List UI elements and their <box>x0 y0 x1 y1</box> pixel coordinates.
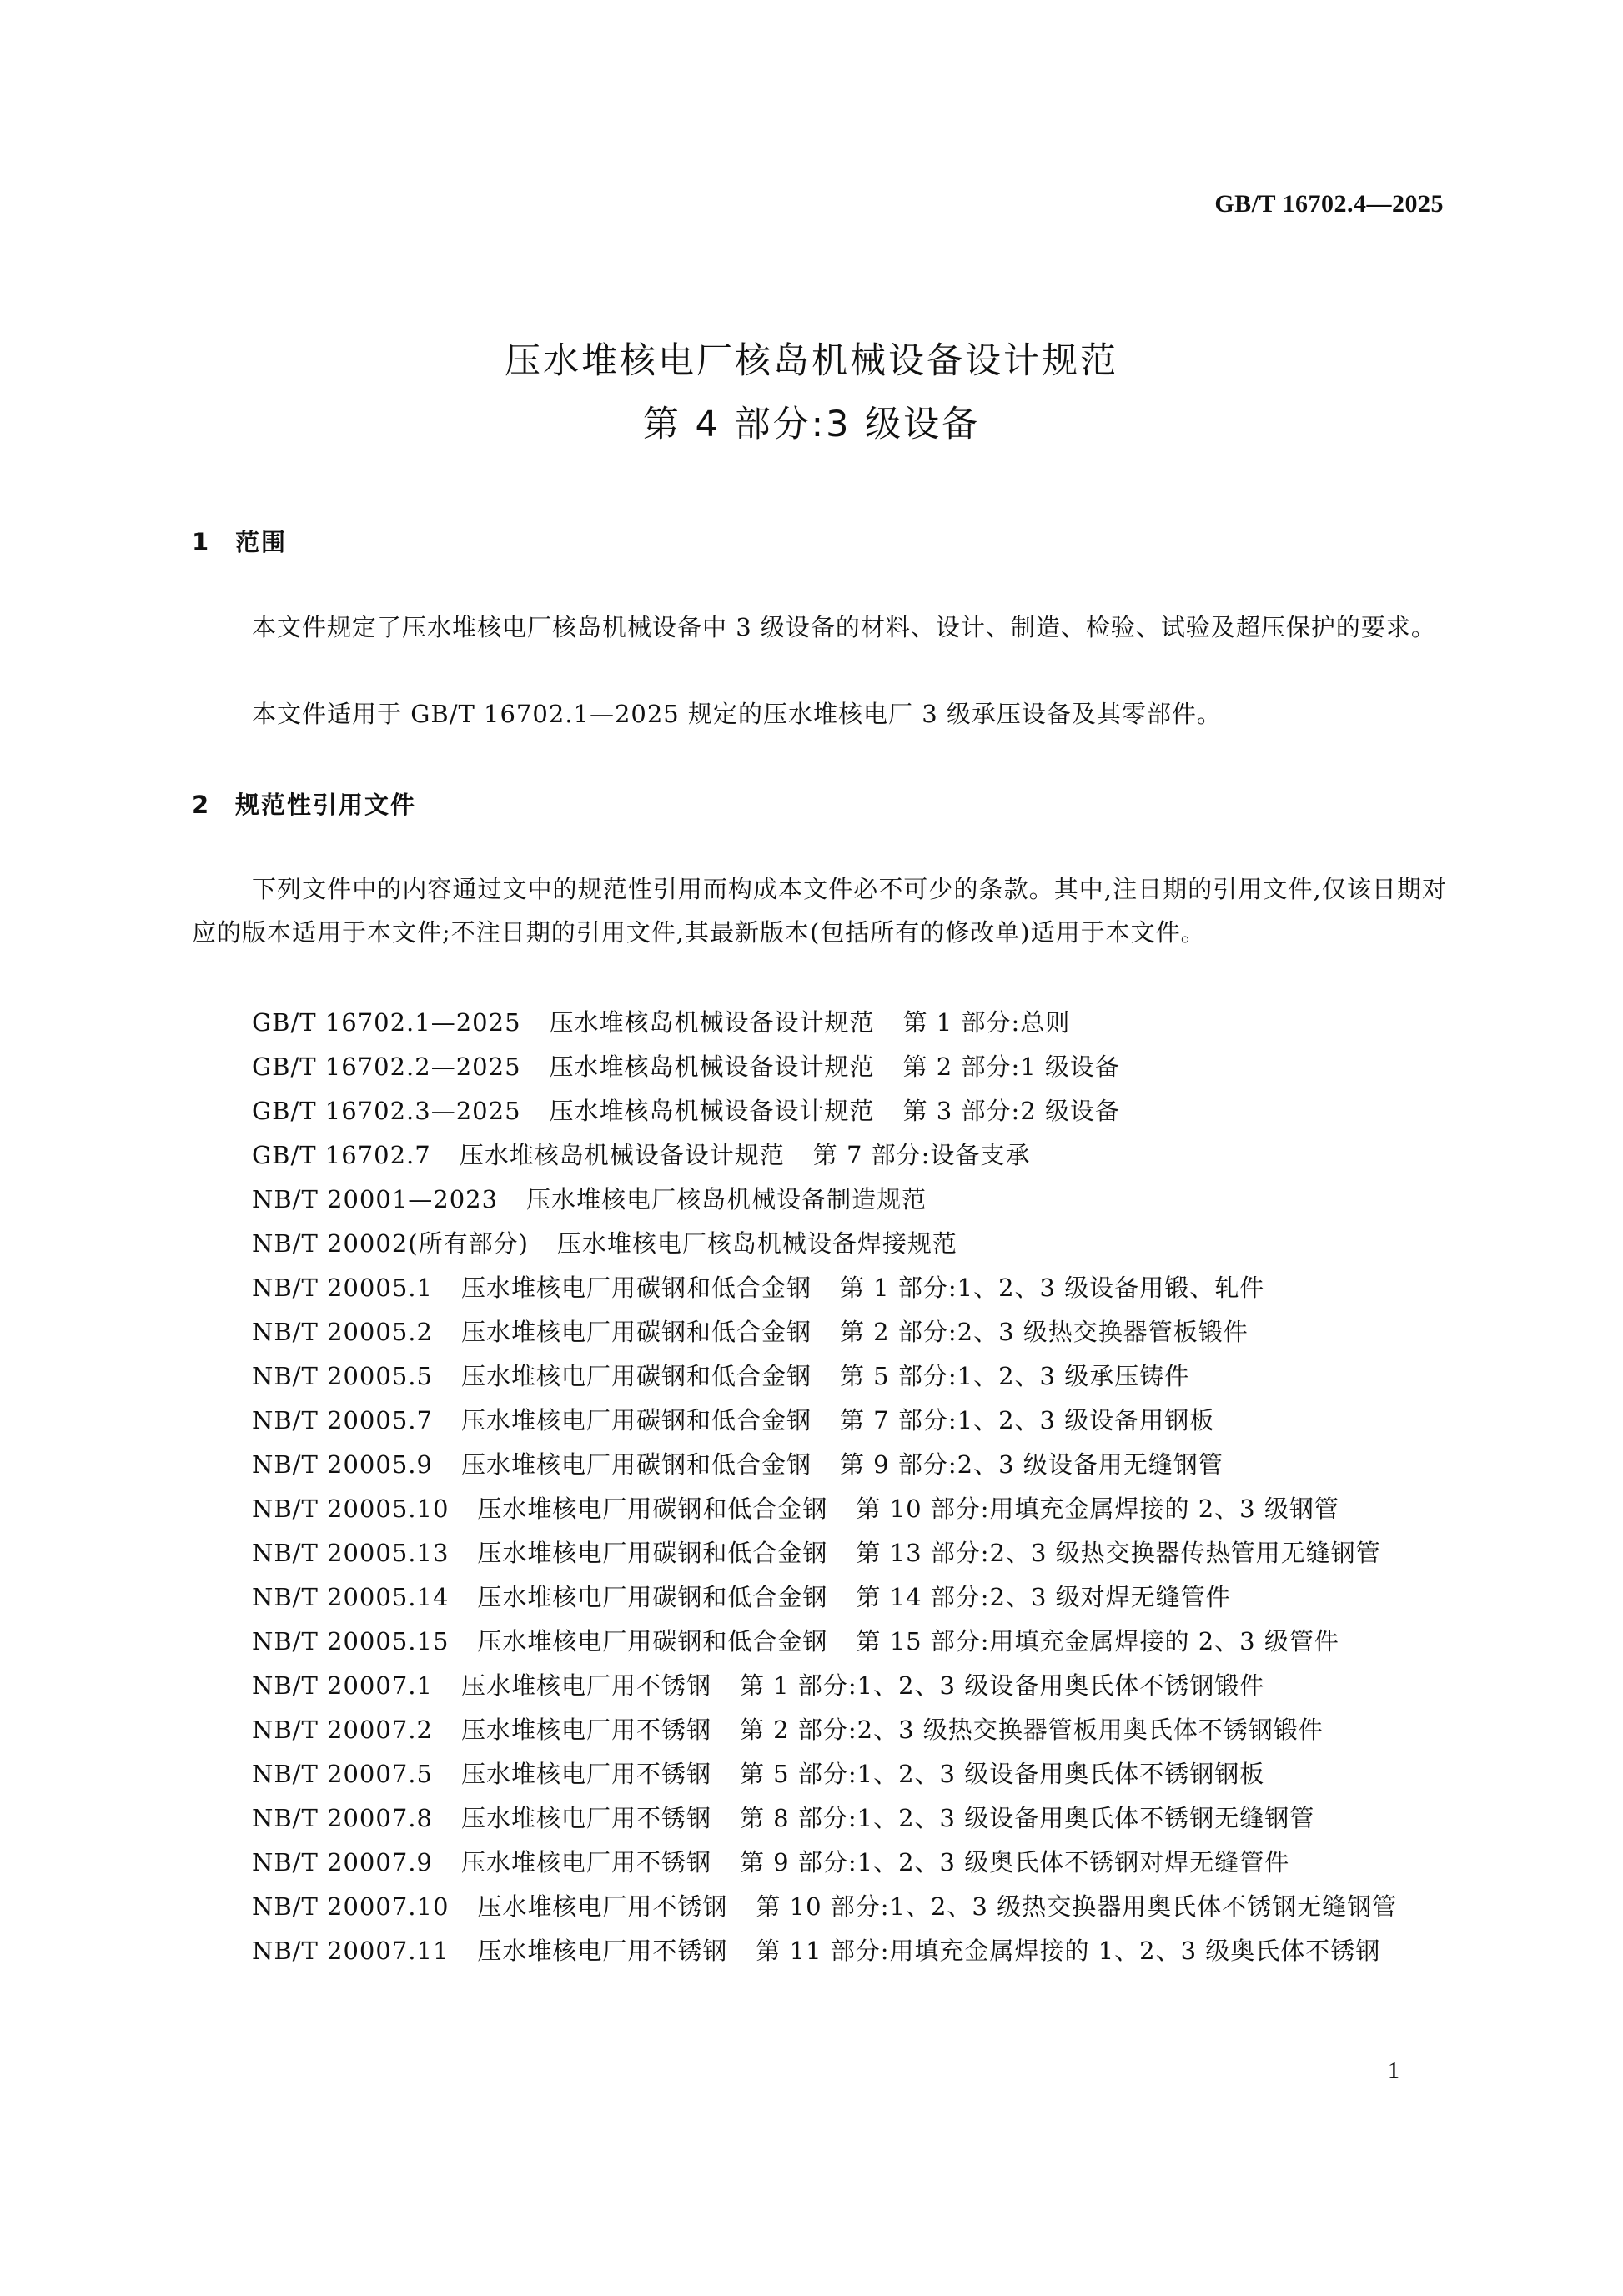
reference-item <box>192 1841 1447 1885</box>
reference-item <box>192 1796 1447 1841</box>
reference-part: 第 7 部分:1、2、3 级设备用钢板 <box>839 1406 1215 1434</box>
title-line-2: 第 4 部分:3 级设备 <box>642 404 981 445</box>
reference-item <box>192 1885 1447 1929</box>
reference-item <box>192 1620 1447 1664</box>
reference-code: NB/T 20007.5 <box>252 1760 433 1788</box>
reference-item <box>192 1354 1447 1399</box>
reference-code: NB/T 20007.9 <box>252 1848 433 1876</box>
reference-code: NB/T 20007.11 <box>252 1937 450 1965</box>
reference-title: 压水堆核电厂用碳钢和低合金钢 <box>477 1495 828 1523</box>
reference-part: 第 2 部分:2、3 级热交换器管板用奥氏体不锈钢锻件 <box>739 1716 1324 1744</box>
reference-part: 第 5 部分:1、2、3 级设备用奥氏体不锈钢钢板 <box>739 1760 1265 1788</box>
section-title: 范围 <box>235 528 288 556</box>
reference-title: 压水堆核电厂用不锈钢 <box>477 1892 728 1921</box>
reference-part: 第 9 部分:1、2、3 级奥氏体不锈钢对焊无缝管件 <box>739 1848 1290 1876</box>
reference-code: NB/T 20005.1 <box>252 1274 433 1302</box>
reference-part: 第 9 部分:2、3 级设备用无缝钢管 <box>839 1450 1224 1479</box>
section-number: 1 <box>192 528 211 556</box>
reference-title: 压水堆核电厂用碳钢和低合金钢 <box>460 1406 812 1434</box>
reference-item <box>192 1929 1447 1973</box>
reference-code: NB/T 20007.10 <box>252 1892 450 1921</box>
reference-part: 第 10 部分:用填充金属焊接的 2、3 级钢管 <box>856 1495 1339 1523</box>
reference-title: 压水堆核电厂核岛机械设备焊接规范 <box>556 1229 957 1258</box>
reference-part: 第 11 部分:用填充金属焊接的 1、2、3 级奥氏体不锈钢 <box>756 1937 1381 1965</box>
reference-code: NB/T 20005.13 <box>252 1539 450 1567</box>
reference-title: 压水堆核电厂用碳钢和低合金钢 <box>460 1274 812 1302</box>
scope-paragraph-2: 本文件适用于 GB/T 16702.1—2025 规定的压水堆核电厂 3 级承压设备及其零部件。 <box>252 700 1222 728</box>
page-number: 1 <box>1388 2058 1399 2084</box>
reference-part: 第 1 部分:1、2、3 级设备用锻、轧件 <box>839 1274 1265 1302</box>
reference-code: NB/T 20007.8 <box>252 1804 433 1832</box>
reference-item <box>192 1222 1447 1266</box>
reference-title: 压水堆核电厂用不锈钢 <box>460 1804 711 1832</box>
reference-code: GB/T 16702.7 <box>252 1141 431 1169</box>
reference-item <box>192 1310 1447 1354</box>
title-line-1: 压水堆核电厂核岛机械设备设计规范 <box>505 340 1118 382</box>
reference-item <box>192 1045 1447 1089</box>
reference-code: NB/T 20005.10 <box>252 1495 450 1523</box>
reference-item <box>192 1575 1447 1620</box>
reference-part: 第 2 部分:1 级设备 <box>902 1053 1120 1081</box>
reference-title: 压水堆核电厂用不锈钢 <box>460 1671 711 1700</box>
reference-code: NB/T 20001—2023 <box>252 1185 499 1213</box>
section-2-heading <box>192 786 416 821</box>
reference-item <box>192 1664 1447 1708</box>
reference-title: 压水堆核电厂用碳钢和低合金钢 <box>460 1362 812 1390</box>
reference-part: 第 1 部分:1、2、3 级设备用奥氏体不锈钢锻件 <box>739 1671 1265 1700</box>
reference-title: 压水堆核电厂用不锈钢 <box>460 1716 711 1744</box>
reference-item <box>192 1399 1447 1443</box>
reference-item <box>192 1089 1447 1133</box>
reference-part: 第 1 部分:总则 <box>902 1008 1071 1037</box>
reference-title: 压水堆核电厂用碳钢和低合金钢 <box>477 1583 828 1611</box>
reference-part: 第 7 部分:设备支承 <box>812 1141 1031 1169</box>
reference-title: 压水堆核岛机械设备设计规范 <box>549 1097 875 1125</box>
reference-title: 压水堆核岛机械设备设计规范 <box>549 1008 875 1037</box>
section-1-heading <box>192 524 287 558</box>
reference-title: 压水堆核电厂用碳钢和低合金钢 <box>477 1627 828 1655</box>
references-intro: 下列文件中的内容通过文中的规范性引用而构成本文件必不可少的条款。其中,注日期的引用文件,仅该日期对应的版本适用于本文件;不注日期的引用文件,其最新版本(包括所有的修改单)适用于本文件。 <box>192 875 1447 947</box>
reference-item <box>192 1752 1447 1796</box>
reference-code: GB/T 16702.1—2025 <box>252 1008 521 1037</box>
reference-title: 压水堆核电厂用不锈钢 <box>460 1848 711 1876</box>
reference-code: NB/T 20005.14 <box>252 1583 450 1611</box>
reference-part: 第 10 部分:1、2、3 级热交换器用奥氏体不锈钢无缝钢管 <box>756 1892 1398 1921</box>
reference-code: GB/T 16702.2—2025 <box>252 1053 521 1081</box>
reference-part: 第 8 部分:1、2、3 级设备用奥氏体不锈钢无缝钢管 <box>739 1804 1315 1832</box>
reference-code: NB/T 20005.15 <box>252 1627 450 1655</box>
reference-item <box>192 1443 1447 1487</box>
section-number: 2 <box>192 791 211 819</box>
reference-code: NB/T 20005.7 <box>252 1406 433 1434</box>
scope-paragraph-1: 本文件规定了压水堆核电厂核岛机械设备中 3 级设备的材料、设计、制造、检验、试验及超压保护的要求。 <box>252 613 1436 641</box>
reference-part: 第 15 部分:用填充金属焊接的 2、3 级管件 <box>856 1627 1339 1655</box>
reference-item <box>192 1133 1447 1178</box>
reference-title: 压水堆核电厂用不锈钢 <box>460 1760 711 1788</box>
reference-part: 第 2 部分:2、3 级热交换器管板锻件 <box>839 1318 1249 1346</box>
reference-item <box>192 1266 1447 1310</box>
standard-code: GB/T 16702.4—2025 <box>1214 190 1444 218</box>
reference-title: 压水堆核电厂用碳钢和低合金钢 <box>460 1450 812 1479</box>
section-title: 规范性引用文件 <box>235 791 417 819</box>
reference-item <box>192 1178 1447 1222</box>
reference-code: NB/T 20005.5 <box>252 1362 433 1390</box>
reference-part: 第 3 部分:2 级设备 <box>902 1097 1120 1125</box>
reference-list <box>192 1001 1447 1973</box>
reference-item <box>192 1708 1447 1752</box>
reference-item <box>192 1001 1447 1045</box>
reference-title: 压水堆核岛机械设备设计规范 <box>459 1141 785 1169</box>
reference-item <box>192 1531 1447 1575</box>
reference-title: 压水堆核电厂核岛机械设备制造规范 <box>526 1185 927 1213</box>
reference-code: NB/T 20007.1 <box>252 1671 433 1700</box>
reference-code: GB/T 16702.3—2025 <box>252 1097 521 1125</box>
reference-item <box>192 1487 1447 1531</box>
reference-title: 压水堆核电厂用碳钢和低合金钢 <box>477 1539 828 1567</box>
reference-code: NB/T 20007.2 <box>252 1716 433 1744</box>
reference-title: 压水堆核电厂用碳钢和低合金钢 <box>460 1318 812 1346</box>
reference-part: 第 13 部分:2、3 级热交换器传热管用无缝钢管 <box>856 1539 1381 1567</box>
reference-part: 第 14 部分:2、3 级对焊无缝管件 <box>856 1583 1231 1611</box>
reference-code: NB/T 20002(所有部分) <box>252 1229 529 1258</box>
reference-title: 压水堆核电厂用不锈钢 <box>477 1937 728 1965</box>
document-title <box>0 329 1623 456</box>
reference-code: NB/T 20005.9 <box>252 1450 433 1479</box>
reference-title: 压水堆核岛机械设备设计规范 <box>549 1053 875 1081</box>
reference-code: NB/T 20005.2 <box>252 1318 433 1346</box>
reference-part: 第 5 部分:1、2、3 级承压铸件 <box>839 1362 1190 1390</box>
